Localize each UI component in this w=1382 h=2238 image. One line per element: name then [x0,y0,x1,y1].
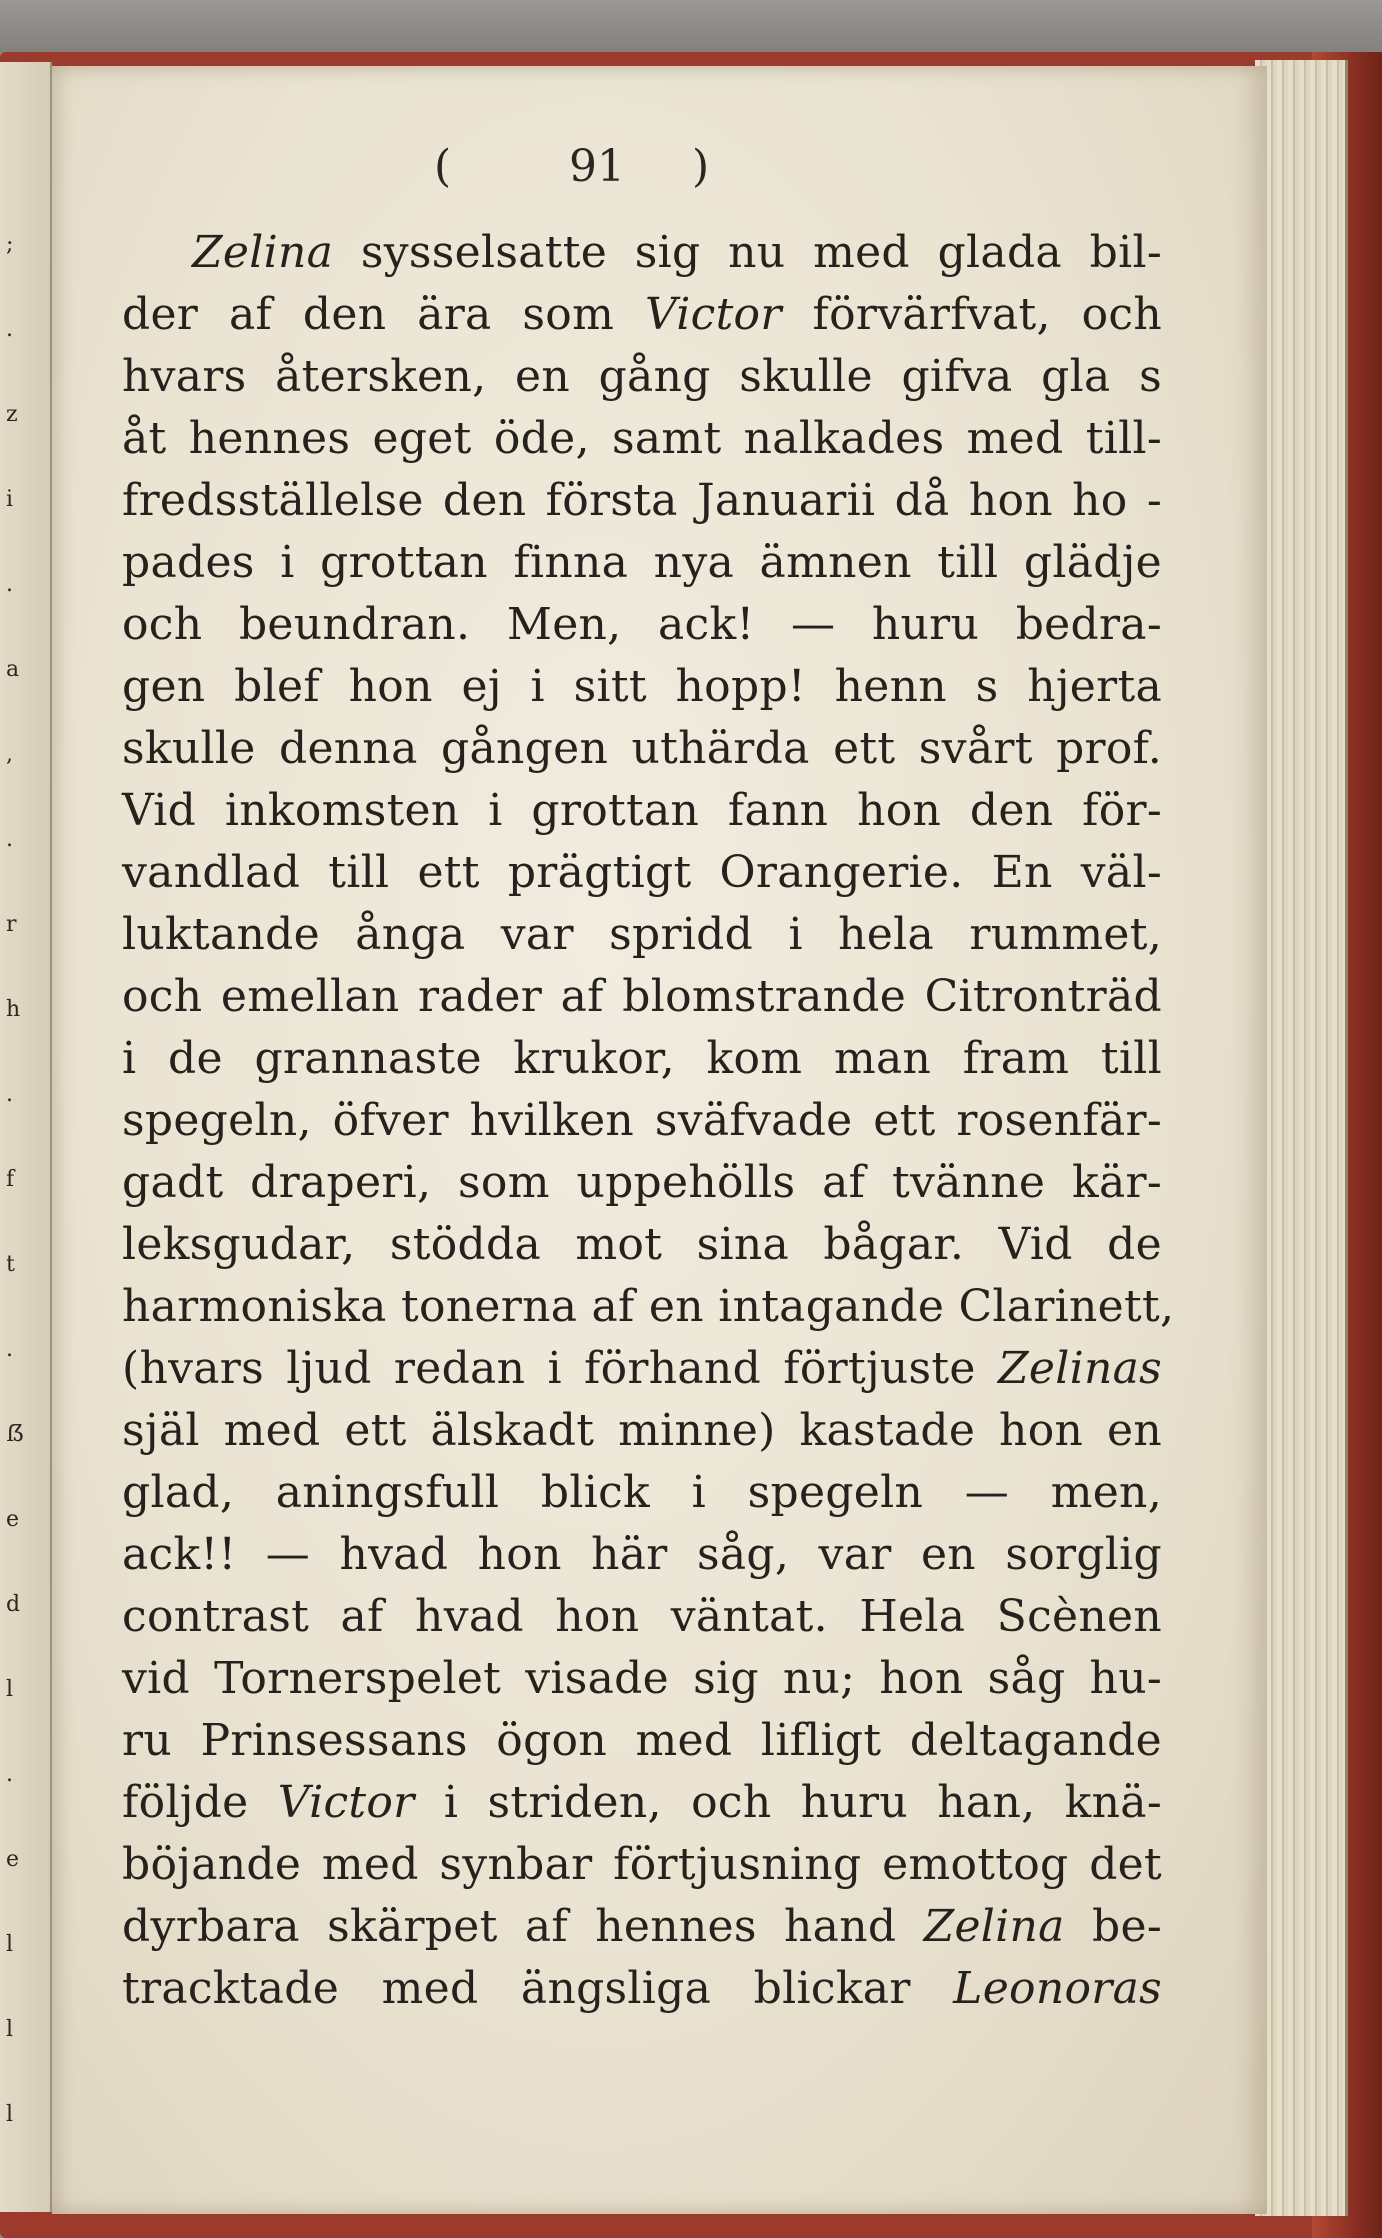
text-segment: vandlad till ett prägtigt Orangerie. En väl- [122,847,1162,898]
text-segment: ack!! — hvad hon här såg, var en sorglig [122,1529,1162,1580]
text-line [122,1214,1162,1276]
previous-page-glyph: a [6,657,20,682]
text-line [122,1462,1162,1524]
text-segment: i striden, och huru han, knä- [414,1777,1162,1828]
previous-page-glyph: ẞ [6,1422,25,1447]
text-line [122,1524,1162,1586]
text-segment: gadt draperi, som uppehölls af tvänne kär- [122,1157,1162,1208]
text-segment: luktande ånga var spridd i hela rummet, [122,909,1162,960]
previous-page-glyph: t [6,1252,15,1277]
text-line [122,1710,1162,1772]
previous-page-glyph: z [6,402,18,427]
text-segment: hvars återsken, en gång skulle gifva gla s [122,351,1162,402]
text-segment: dyrbara skärpet af hennes hand [122,1901,924,1952]
page-header [52,141,1267,201]
text-segment: Vid inkomsten i grottan fann hon den för- [122,785,1162,836]
previous-page-glyph: e [6,1507,20,1532]
previous-page-glyph: l [6,1677,14,1702]
text-line [122,904,1162,966]
page-stack-edges [1255,60,1348,2216]
text-line [122,1896,1162,1958]
previous-page-edge [0,62,52,2212]
text-segment: vid Tornerspelet visade sig nu; hon såg hu- [122,1653,1162,1704]
text-segment: gen blef hon ej i sitt hopp! henn s hjerta [122,661,1162,712]
text-line [122,1276,1175,1338]
page-number-paren-close: ) [692,141,710,192]
previous-page-glyph: . [6,572,13,597]
text-segment: glad, aningsfull blick i spegeln — men, [122,1467,1162,1518]
text-segment: och beundran. Men, ack! — huru bedra- [122,599,1162,650]
italic-name: Zelina [192,227,334,278]
previous-page-glyph: r [6,912,17,937]
text-line [122,656,1162,718]
text-segment: (hvars ljud redan i förhand förtjuste [122,1343,998,1394]
text-segment: sysselsatte sig nu med glada bil- [333,227,1162,278]
previous-page-glyph: l [6,2102,14,2127]
text-line [122,408,1162,470]
text-line [122,470,1162,532]
text-line [122,1090,1162,1152]
text-segment: och emellan rader af blomstrande Citronträd [122,971,1162,1022]
text-segment: ru Prinsessans ögon med lifligt deltagande [122,1715,1162,1766]
previous-page-glyph: . [6,1082,13,1107]
text-segment: pades i grottan finna nya ämnen till glädje [122,537,1162,588]
previous-page-glyph: l [6,2017,14,2042]
previous-page-glyph: h [6,997,21,1022]
text-line [192,222,1162,284]
text-line [122,966,1162,1028]
italic-name: Leonoras [953,1963,1162,2014]
text-segment: böjande med synbar förtjusning emottog det [122,1839,1162,1890]
text-line [122,718,1162,780]
text-segment: harmoniska tonerna af en intagande Clarinett, [122,1281,1175,1332]
page-number-paren-open: ( [434,141,452,192]
page-number: 91 [569,141,625,192]
previous-page-glyph: , [6,742,13,767]
text-segment: spegeln, öfver hvilken sväfvade ett rosenfär- [122,1095,1162,1146]
text-line [122,1772,1162,1834]
text-line [122,594,1162,656]
text-line [122,1028,1162,1090]
text-line [122,780,1162,842]
text-line [122,842,1162,904]
previous-page-glyph: l [6,1932,14,1957]
previous-page-glyph: ; [6,232,14,257]
previous-page-glyph: e [6,1847,20,1872]
text-segment: följde [122,1777,278,1828]
text-segment: contrast af hvad hon väntat. Hela Scènen [122,1591,1162,1642]
text-segment: skulle denna gången uthärda ett svårt prof. [122,723,1162,774]
previous-page-glyph: . [6,1337,13,1362]
text-segment: leksgudar, stödda mot sina bågar. Vid de [122,1219,1162,1270]
text-segment: tracktade med ängsliga blickar [122,1963,954,2014]
text-segment: i de grannaste krukor, kom man fram till [122,1033,1162,1084]
text-segment: fredsställelse den första Januarii då hon ho - [122,475,1162,526]
text-line [122,1834,1162,1896]
text-line [122,1648,1162,1710]
text-segment: själ med ett älskadt minne) kastade hon en [122,1405,1162,1456]
text-line [122,1958,1162,2020]
text-line [122,346,1162,408]
text-line [122,1400,1162,1462]
text-segment: förvärfvat, och [781,289,1162,340]
italic-name: Zelina [923,1901,1065,1952]
previous-page-glyph: d [6,1592,21,1617]
previous-page-glyph: f [6,1167,15,1192]
italic-name: Victor [277,1777,415,1828]
italic-name: Victor [644,289,782,340]
previous-page-glyph: . [6,317,13,342]
text-line [122,1152,1162,1214]
previous-page-glyph: . [6,827,13,852]
italic-name: Zelinas [997,1343,1162,1394]
previous-page-glyph: i [6,487,14,512]
text-line [122,532,1162,594]
text-segment: åt hennes eget öde, samt nalkades med till- [122,413,1162,464]
text-segment: be- [1064,1901,1162,1952]
text-line [122,1586,1162,1648]
previous-page-glyph: . [6,1762,13,1787]
text-line [122,1338,1162,1400]
text-line [122,284,1162,346]
book-page [52,66,1267,2214]
text-segment: der af den ära som [122,289,645,340]
